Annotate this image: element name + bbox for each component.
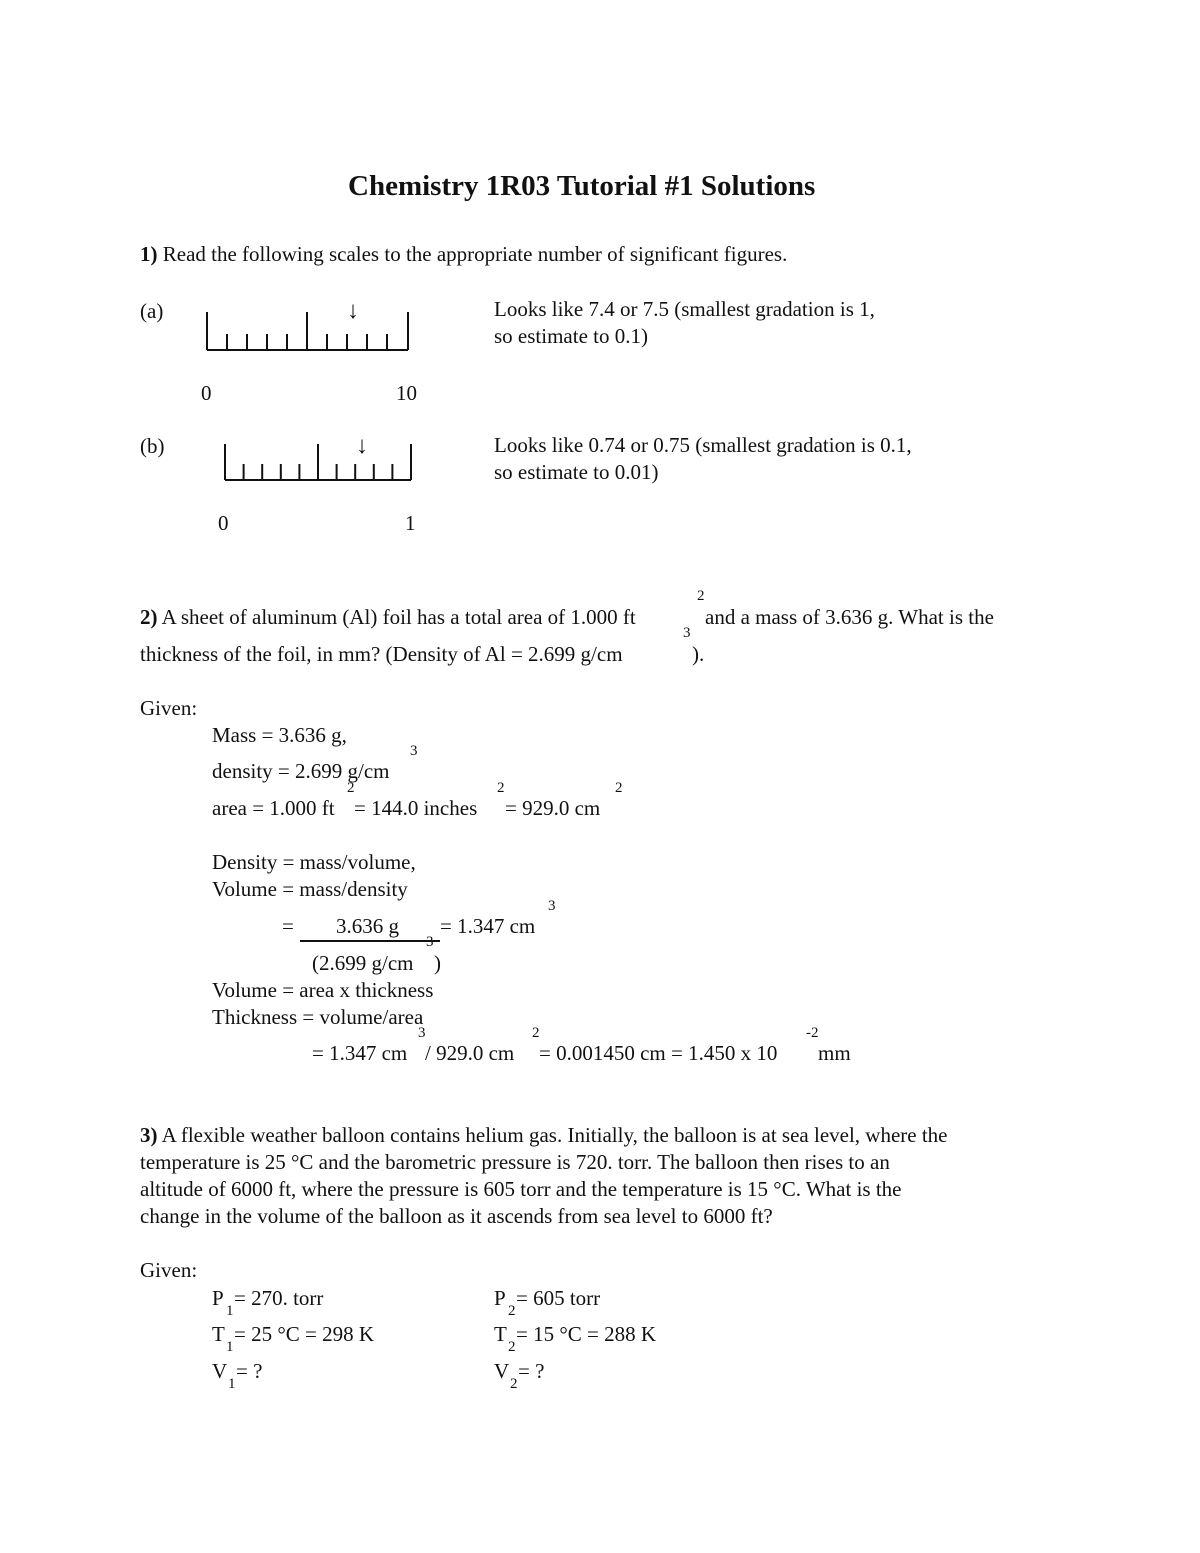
subscript: 2 [508,1339,516,1355]
given-label: Given: [140,1258,198,1282]
question-1-text: Read the following scales to the appropriate number of significant figures. [162,242,788,266]
subscript: 2 [508,1303,516,1319]
p1-symbol: P [212,1286,224,1310]
superscript: 3 [426,934,434,950]
superscript: 2 [532,1025,540,1041]
superscript: -2 [806,1025,819,1041]
scale-a-end-label: 10 [396,381,417,405]
superscript: 3 [548,898,556,914]
part-b-label: (b) [140,434,165,458]
given-area-part: = 144.0 inches [354,796,478,820]
subscript: 2 [510,1376,518,1392]
t2-symbol: T [494,1322,507,1346]
part-a-label: (a) [140,299,164,323]
scale-a [200,300,420,360]
t1-value: = 25 °C = 298 K [234,1322,375,1346]
question-1-prompt [140,241,787,268]
question-2-number: 2) [140,605,158,629]
part-b-answer-line-1: Looks like 0.74 or 0.75 (smallest gradation is 0.1, [494,433,912,457]
part-a-answer-line-2: so estimate to 0.1) [494,324,648,348]
question-3-line-3: altitude of 6000 ft, where the pressure is 605 torr and the temperature is 15 °C. What is the [140,1177,902,1201]
scale-b-start-label: 0 [218,511,229,535]
q2-text: and a mass of 3.636 g. What is the [705,605,994,629]
subscript: 1 [226,1303,234,1319]
given-area: area = 1.000 ft [212,796,335,820]
question-1-number: 1) [140,242,158,266]
fraction-denominator-close: ) [434,951,441,975]
part-a-answer-line-1: Looks like 7.4 or 7.5 (smallest gradation is 1, [494,297,875,321]
volume-result: = 1.347 cm [440,914,536,938]
volume-definition: Volume = mass/density [212,877,408,901]
question-2-line-1 [140,604,636,631]
q3-text: A flexible weather balloon contains helium gas. Initially, the balloon is at sea level, where the [161,1123,948,1147]
superscript: 2 [347,780,355,796]
arrow-down-icon: ↓ [347,298,359,324]
final-answer-part: / 929.0 cm [425,1041,515,1065]
final-answer-unit: mm [818,1041,851,1065]
superscript: 2 [697,588,705,604]
superscript: 3 [410,743,418,759]
given-mass: Mass = 3.636 g, [212,723,347,747]
p2-value: = 605 torr [516,1286,601,1310]
final-answer: = 1.347 cm [312,1041,408,1065]
v2-symbol: V [494,1359,510,1383]
p1-value: = 270. torr [234,1286,324,1310]
scale-a-start-label: 0 [201,381,212,405]
scale-b-end-label: 1 [405,511,416,535]
t1-symbol: T [212,1322,225,1346]
superscript: 3 [418,1025,426,1041]
v1-value: = ? [236,1359,263,1383]
equation-prefix: = [282,914,294,938]
t2-value: = 15 °C = 288 K [516,1322,657,1346]
question-3-line-4: change in the volume of the balloon as it ascends from sea level to 6000 ft? [140,1204,773,1228]
density-definition: Density = mass/volume, [212,850,416,874]
q2-text: A sheet of aluminum (Al) foil has a total area of 1.000 ft [161,605,636,629]
scale-b [220,436,420,486]
thickness-definition: Thickness = volume/area [212,1005,424,1029]
given-area-part: = 929.0 cm [505,796,601,820]
v2-value: = ? [518,1359,545,1383]
superscript: 2 [615,780,623,796]
part-b-answer-line-2: so estimate to 0.01) [494,460,659,484]
fraction-numerator: 3.636 g [300,913,440,942]
subscript: 1 [228,1376,236,1392]
page-title: Chemistry 1R03 Tutorial #1 Solutions [348,170,816,202]
volume-area-relation: Volume = area x thickness [212,978,434,1002]
q2-text: ). [692,642,705,666]
final-answer-part: = 0.001450 cm = 1.450 x 10 [539,1041,778,1065]
question-3-line-1 [140,1122,948,1149]
superscript: 2 [497,780,505,796]
subscript: 1 [226,1339,234,1355]
p2-symbol: P [494,1286,506,1310]
v1-symbol: V [212,1359,228,1383]
question-3-number: 3) [140,1123,158,1147]
superscript: 3 [683,625,691,641]
given-density: density = 2.699 g/cm [212,759,390,783]
fraction-denominator: (2.699 g/cm [312,951,414,975]
question-2-line-2: thickness of the foil, in mm? (Density of Al = 2.699 g/cm [140,642,623,666]
arrow-down-icon: ↓ [356,433,368,459]
given-label: Given: [140,696,198,720]
question-3-line-2: temperature is 25 °C and the barometric pressure is 720. torr. The balloon then rises to an [140,1150,890,1174]
